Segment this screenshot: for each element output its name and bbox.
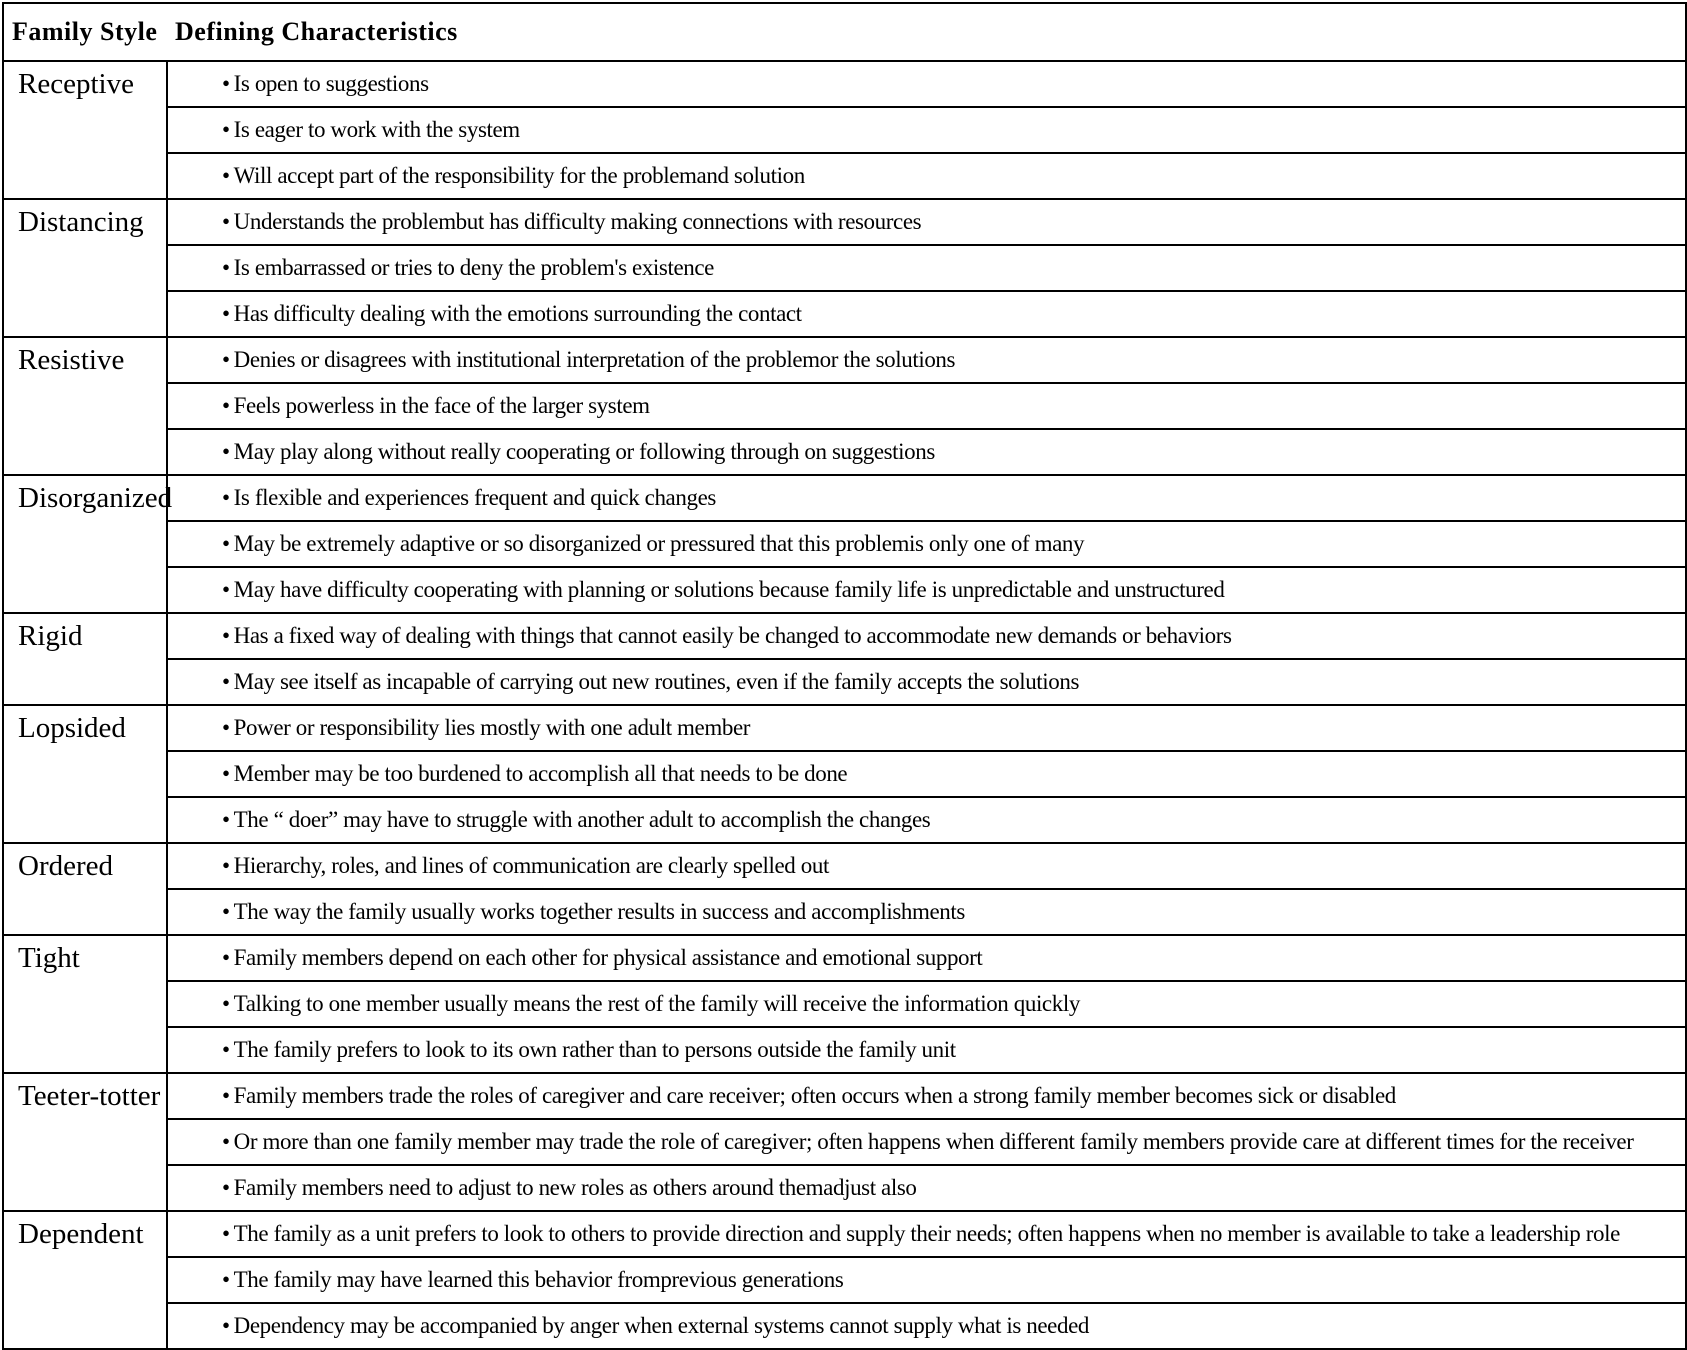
characteristic-item bbox=[167, 153, 1686, 199]
bullet-icon: • bbox=[222, 623, 230, 648]
family-style-name: Distancing bbox=[3, 199, 167, 337]
characteristic-text: Power or responsibility lies mostly with one adult member bbox=[233, 715, 751, 740]
table-row bbox=[3, 567, 1686, 613]
bullet-icon: • bbox=[222, 255, 230, 280]
characteristic-text: May play along without really cooperating or following through on suggestions bbox=[233, 439, 935, 464]
characteristic-text: Is open to suggestions bbox=[233, 71, 429, 96]
characteristic-text: Or more than one family member may trade the role of caregiver; often happens when different family members provide care at different times for the receiver bbox=[233, 1129, 1634, 1154]
family-styles-table bbox=[2, 2, 1687, 1350]
bullet-icon: • bbox=[222, 393, 230, 418]
characteristic-text: Member may be too burdened to accomplish all that needs to be done bbox=[233, 761, 848, 786]
characteristic-text: Is embarrassed or tries to deny the problem's existence bbox=[233, 255, 714, 280]
header-row bbox=[3, 3, 1686, 61]
header-family-style: Family Style bbox=[3, 3, 167, 61]
header-defining-characteristics: Defining Characteristics bbox=[167, 3, 1686, 61]
characteristic-text: Is flexible and experiences frequent and quick changes bbox=[233, 485, 716, 510]
table-row bbox=[3, 245, 1686, 291]
table-row bbox=[3, 429, 1686, 475]
characteristic-item bbox=[167, 659, 1686, 705]
characteristic-item bbox=[167, 889, 1686, 935]
characteristic-text: The family prefers to look to its own rather than to persons outside the family unit bbox=[233, 1037, 956, 1062]
bullet-icon: • bbox=[222, 1221, 230, 1246]
characteristic-text: The way the family usually works together results in success and accomplishments bbox=[233, 899, 965, 924]
bullet-icon: • bbox=[222, 1129, 230, 1154]
characteristic-text: May see itself as incapable of carrying out new routines, even if the family accepts the solutions bbox=[233, 669, 1080, 694]
bullet-icon: • bbox=[222, 715, 230, 740]
characteristic-item bbox=[167, 429, 1686, 475]
characteristic-item bbox=[167, 383, 1686, 429]
bullet-icon: • bbox=[222, 577, 230, 602]
table-row bbox=[3, 935, 1686, 981]
table-row bbox=[3, 1211, 1686, 1257]
table-row bbox=[3, 797, 1686, 843]
bullet-icon: • bbox=[222, 301, 230, 326]
bullet-icon: • bbox=[222, 1267, 230, 1292]
characteristic-text: Family members need to adjust to new roles as others around themadjust also bbox=[233, 1175, 917, 1200]
characteristic-text: Dependency may be accompanied by anger when external systems cannot supply what is needed bbox=[233, 1313, 1090, 1338]
bullet-icon: • bbox=[222, 945, 230, 970]
table-body bbox=[3, 61, 1686, 1349]
family-style-name: Lopsided bbox=[3, 705, 167, 843]
table-row bbox=[3, 613, 1686, 659]
characteristic-text: Has a fixed way of dealing with things that cannot easily be changed to accommodate new demands or behaviors bbox=[233, 623, 1232, 648]
characteristic-item bbox=[167, 61, 1686, 107]
bullet-icon: • bbox=[222, 853, 230, 878]
characteristic-text: Denies or disagrees with institutional interpretation of the problemor the solutions bbox=[233, 347, 956, 372]
bullet-icon: • bbox=[222, 1175, 230, 1200]
bullet-icon: • bbox=[222, 485, 230, 510]
characteristic-item bbox=[167, 567, 1686, 613]
characteristic-text: The family may have learned this behavior fromprevious generations bbox=[233, 1267, 844, 1292]
characteristic-item bbox=[167, 981, 1686, 1027]
characteristic-item bbox=[167, 291, 1686, 337]
table-row bbox=[3, 1073, 1686, 1119]
characteristic-text: Will accept part of the responsibility for the problemand solution bbox=[233, 163, 805, 188]
bullet-icon: • bbox=[222, 531, 230, 556]
characteristic-text: Has difficulty dealing with the emotions surrounding the contact bbox=[233, 301, 802, 326]
table-row bbox=[3, 383, 1686, 429]
bullet-icon: • bbox=[222, 163, 230, 188]
characteristic-text: The “ doer” may have to struggle with another adult to accomplish the changes bbox=[233, 807, 931, 832]
characteristic-item bbox=[167, 935, 1686, 981]
table-row bbox=[3, 475, 1686, 521]
table-row bbox=[3, 61, 1686, 107]
bullet-icon: • bbox=[222, 1313, 230, 1338]
bullet-icon: • bbox=[222, 761, 230, 786]
characteristic-item bbox=[167, 705, 1686, 751]
table-row bbox=[3, 153, 1686, 199]
bullet-icon: • bbox=[222, 439, 230, 464]
bullet-icon: • bbox=[222, 209, 230, 234]
bullet-icon: • bbox=[222, 117, 230, 142]
characteristic-item bbox=[167, 1211, 1686, 1257]
bullet-icon: • bbox=[222, 1083, 230, 1108]
family-style-name: Resistive bbox=[3, 337, 167, 475]
characteristic-item bbox=[167, 199, 1686, 245]
table-row bbox=[3, 1027, 1686, 1073]
table-row bbox=[3, 107, 1686, 153]
characteristic-item bbox=[167, 107, 1686, 153]
bullet-icon: • bbox=[222, 807, 230, 832]
characteristic-text: Feels powerless in the face of the larger system bbox=[233, 393, 650, 418]
table-row bbox=[3, 659, 1686, 705]
family-style-name: Ordered bbox=[3, 843, 167, 935]
bullet-icon: • bbox=[222, 991, 230, 1016]
bullet-icon: • bbox=[222, 669, 230, 694]
characteristic-text: Understands the problembut has difficulty making connections with resources bbox=[233, 209, 922, 234]
family-style-name: Receptive bbox=[3, 61, 167, 199]
table-row bbox=[3, 521, 1686, 567]
characteristic-item bbox=[167, 1073, 1686, 1119]
characteristic-text: May be extremely adaptive or so disorganized or pressured that this problemis only one of many bbox=[233, 531, 1085, 556]
characteristic-text: Is eager to work with the system bbox=[233, 117, 520, 142]
table-row bbox=[3, 705, 1686, 751]
table-row bbox=[3, 981, 1686, 1027]
table-row bbox=[3, 889, 1686, 935]
bullet-icon: • bbox=[222, 347, 230, 372]
characteristic-item bbox=[167, 751, 1686, 797]
characteristic-text: Family members trade the roles of caregiver and care receiver; often occurs when a strong family member becomes sick or disabled bbox=[233, 1083, 1396, 1108]
family-style-name: Tight bbox=[3, 935, 167, 1073]
characteristic-item bbox=[167, 1165, 1686, 1211]
characteristic-item bbox=[167, 1257, 1686, 1303]
characteristic-item bbox=[167, 843, 1686, 889]
table-row bbox=[3, 1303, 1686, 1349]
characteristic-item bbox=[167, 245, 1686, 291]
characteristic-item bbox=[167, 1303, 1686, 1349]
family-style-name: Disorganized bbox=[3, 475, 167, 613]
table-row bbox=[3, 843, 1686, 889]
table-row bbox=[3, 1257, 1686, 1303]
family-style-name: Dependent bbox=[3, 1211, 167, 1349]
characteristic-text: Family members depend on each other for physical assistance and emotional support bbox=[233, 945, 983, 970]
characteristic-item bbox=[167, 797, 1686, 843]
table-row bbox=[3, 1119, 1686, 1165]
table-row bbox=[3, 199, 1686, 245]
characteristic-text: Talking to one member usually means the rest of the family will receive the information quickly bbox=[233, 991, 1080, 1016]
characteristic-item bbox=[167, 475, 1686, 521]
family-style-name: Teeter-totter bbox=[3, 1073, 167, 1211]
characteristic-item bbox=[167, 521, 1686, 567]
bullet-icon: • bbox=[222, 71, 230, 96]
table-row bbox=[3, 751, 1686, 797]
characteristic-text: The family as a unit prefers to look to others to provide direction and supply their needs; often happens when no member is available to take a leadership role bbox=[233, 1221, 1620, 1246]
table-row bbox=[3, 291, 1686, 337]
table-row bbox=[3, 337, 1686, 383]
table-row bbox=[3, 1165, 1686, 1211]
family-style-name: Rigid bbox=[3, 613, 167, 705]
characteristic-item bbox=[167, 337, 1686, 383]
characteristic-text: Hierarchy, roles, and lines of communication are clearly spelled out bbox=[233, 853, 829, 878]
characteristic-item bbox=[167, 1119, 1686, 1165]
characteristic-text: May have difficulty cooperating with planning or solutions because family life is unpredictable and unstructured bbox=[233, 577, 1225, 602]
characteristic-item bbox=[167, 613, 1686, 659]
characteristic-item bbox=[167, 1027, 1686, 1073]
bullet-icon: • bbox=[222, 1037, 230, 1062]
bullet-icon: • bbox=[222, 899, 230, 924]
